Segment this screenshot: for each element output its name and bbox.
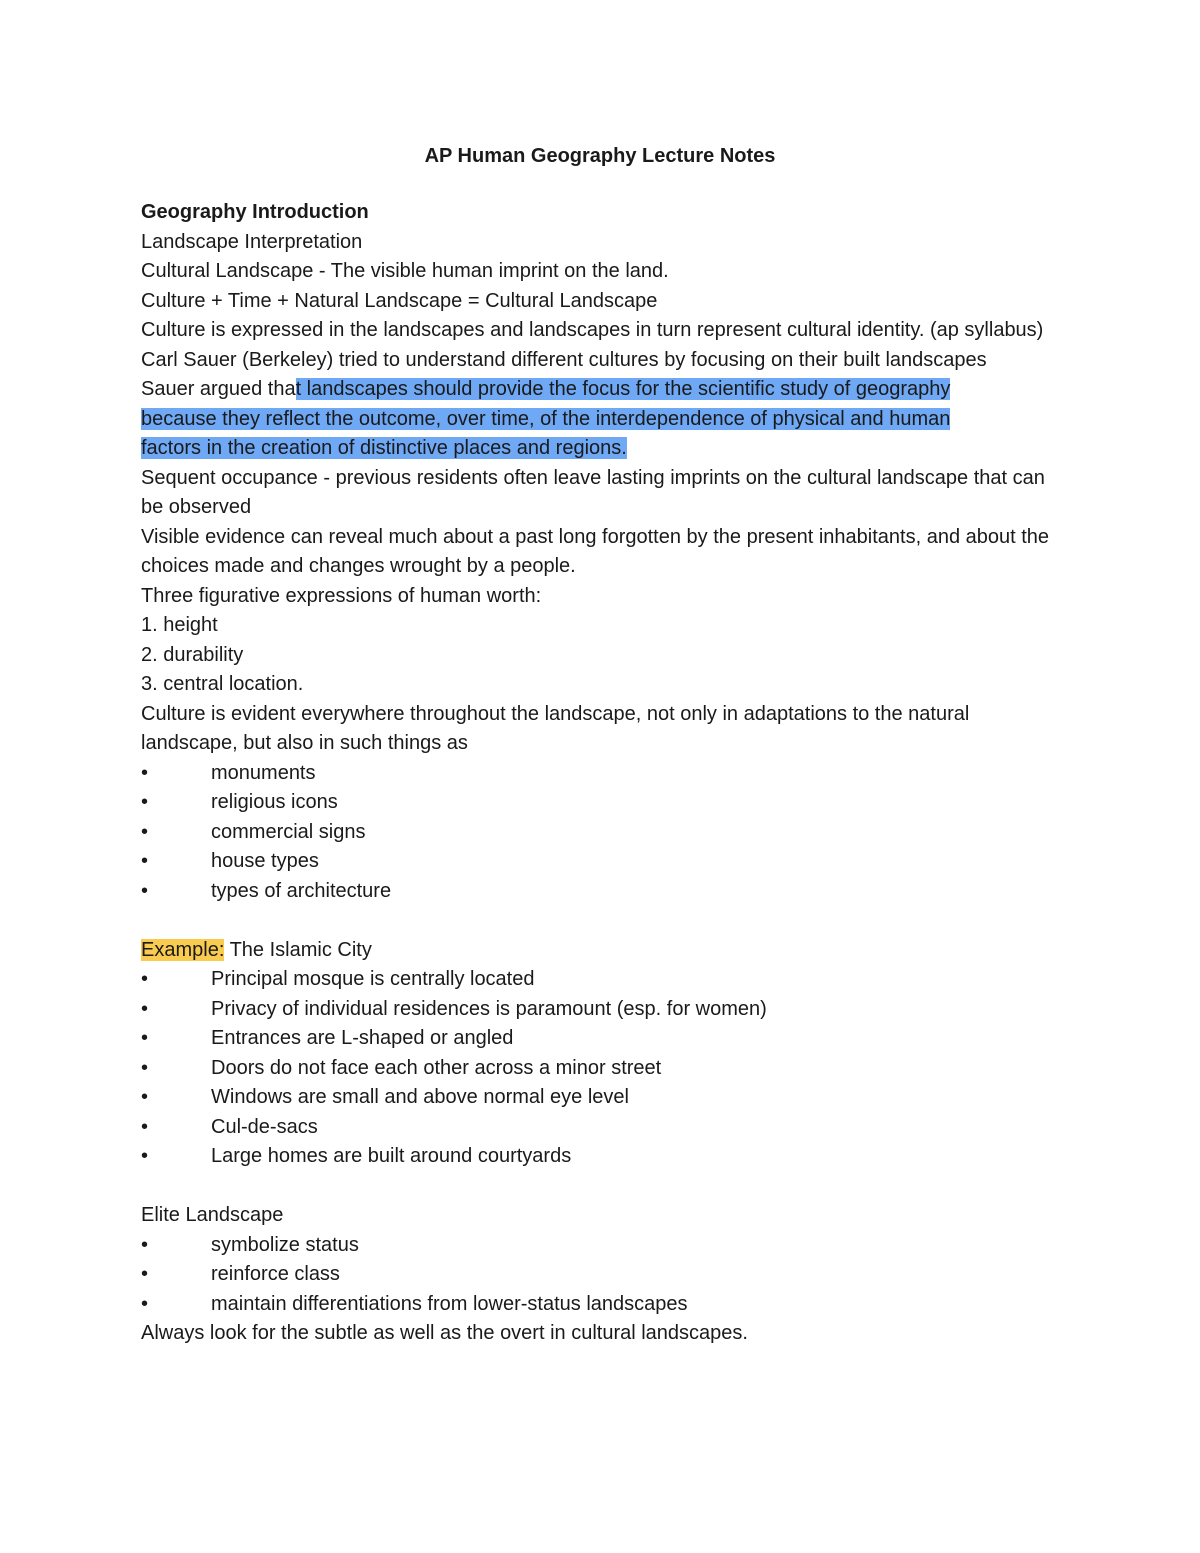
bullet-icon: • [141, 1145, 149, 1167]
text-line: Culture + Time + Natural Landscape = Cultural Landscape [141, 289, 658, 312]
bullet-icon: • [141, 1263, 149, 1285]
text-paragraph: Culture is expressed in the landscapes and landscapes in turn represent cultural identity. (ap syllabus) [141, 319, 1044, 341]
bullet-icon: • [141, 1233, 149, 1256]
bullet-text: commercial signs [211, 820, 366, 843]
document-title: AP Human Geography Lecture Notes [424, 145, 776, 167]
highlighted-text: because they reflect the outcome, over time, of the interdependence of physical and human [141, 407, 951, 430]
bullet-item [141, 965, 1061, 995]
bullet-text: Doors do not face each other across a minor street [211, 1056, 662, 1079]
highlighted-text: t landscapes should provide the focus for the scientific study of geography [295, 378, 951, 400]
section-heading: Geography Introduction [141, 201, 369, 223]
bullet-icon: • [141, 1086, 149, 1108]
bullet-text: symbolize status [211, 1233, 359, 1256]
bullet-text: Cul-de-sacs [211, 1115, 318, 1138]
bullet-text: Large homes are built around courtyards [211, 1145, 572, 1167]
text-span: Sauer argued tha [141, 378, 296, 400]
list-item: 2. durability [141, 643, 244, 666]
bullet-item [141, 818, 1061, 848]
example-label: Example: [141, 938, 225, 961]
bullet-icon: • [141, 1027, 149, 1049]
bullet-text: house types [211, 850, 319, 872]
example-title: The Islamic City [224, 938, 372, 961]
bullet-icon: • [141, 850, 149, 872]
bullet-text: reinforce class [211, 1263, 340, 1285]
bullet-item [141, 759, 1061, 789]
sauer-argued-line [141, 375, 1061, 405]
bullet-item [141, 995, 1061, 1025]
bullet-item [141, 1142, 1061, 1172]
highlighted-line [141, 405, 1061, 435]
text-line: Carl Sauer (Berkeley) tried to understand different cultures by focusing on their built landscapes [141, 348, 987, 371]
bullet-text: religious icons [211, 791, 338, 813]
text-paragraph: Visible evidence can reveal much about a past long forgotten by the present inhabitants, and about the choices made and changes wrought by a people. [141, 525, 1050, 577]
bullet-icon: • [141, 879, 149, 902]
bullet-icon: • [141, 1292, 149, 1315]
highlighted-line [141, 434, 1061, 464]
text-paragraph: Sequent occupance - previous residents often leave lasting imprints on the cultural landscape that can be observed [141, 466, 1045, 518]
text-line: Landscape Interpretation [141, 230, 363, 253]
bullet-item [141, 1113, 1061, 1143]
bullet-icon: • [141, 791, 149, 813]
bullet-icon: • [141, 761, 149, 784]
bullet-item [141, 788, 1061, 818]
bullet-item [141, 1054, 1061, 1084]
text-line: Cultural Landscape - The visible human imprint on the land. [141, 260, 669, 282]
closing-line: Always look for the subtle as well as the overt in cultural landscapes. [141, 1322, 748, 1344]
bullet-icon: • [141, 1056, 149, 1079]
spacer [141, 906, 1061, 936]
text-line: Three figurative expressions of human worth: [141, 584, 542, 607]
list-item: 1. height [141, 614, 218, 636]
highlighted-text: factors in the creation of distinctive places and regions. [141, 437, 627, 459]
text-paragraph: Culture is evident everywhere throughout the landscape, not only in adaptations to the natural landscape, but also in such things as [141, 702, 970, 754]
bullet-item [141, 1024, 1061, 1054]
bullet-text: types of architecture [211, 879, 392, 902]
spacer [141, 1172, 1061, 1202]
bullet-icon: • [141, 820, 149, 843]
bullet-item [141, 1290, 1061, 1320]
list-item: 3. central location. [141, 673, 304, 695]
bullet-icon: • [141, 968, 149, 990]
bullet-text: Windows are small and above normal eye level [211, 1086, 629, 1108]
bullet-item [141, 1260, 1061, 1290]
bullet-text: Principal mosque is centrally located [211, 968, 535, 990]
bullet-icon: • [141, 1115, 149, 1138]
bullet-text: Entrances are L-shaped or angled [211, 1027, 514, 1049]
document-body [141, 198, 1061, 1349]
bullet-item [141, 1083, 1061, 1113]
elite-heading: Elite Landscape [141, 1204, 284, 1226]
bullet-text: maintain differentiations from lower-status landscapes [211, 1292, 688, 1315]
bullet-item [141, 1231, 1061, 1261]
bullet-icon: • [141, 997, 149, 1020]
bullet-item [141, 877, 1061, 907]
bullet-item [141, 847, 1061, 877]
bullet-text: monuments [211, 761, 316, 784]
example-line [141, 936, 1061, 966]
bullet-text: Privacy of individual residences is paramount (esp. for women) [211, 997, 767, 1020]
